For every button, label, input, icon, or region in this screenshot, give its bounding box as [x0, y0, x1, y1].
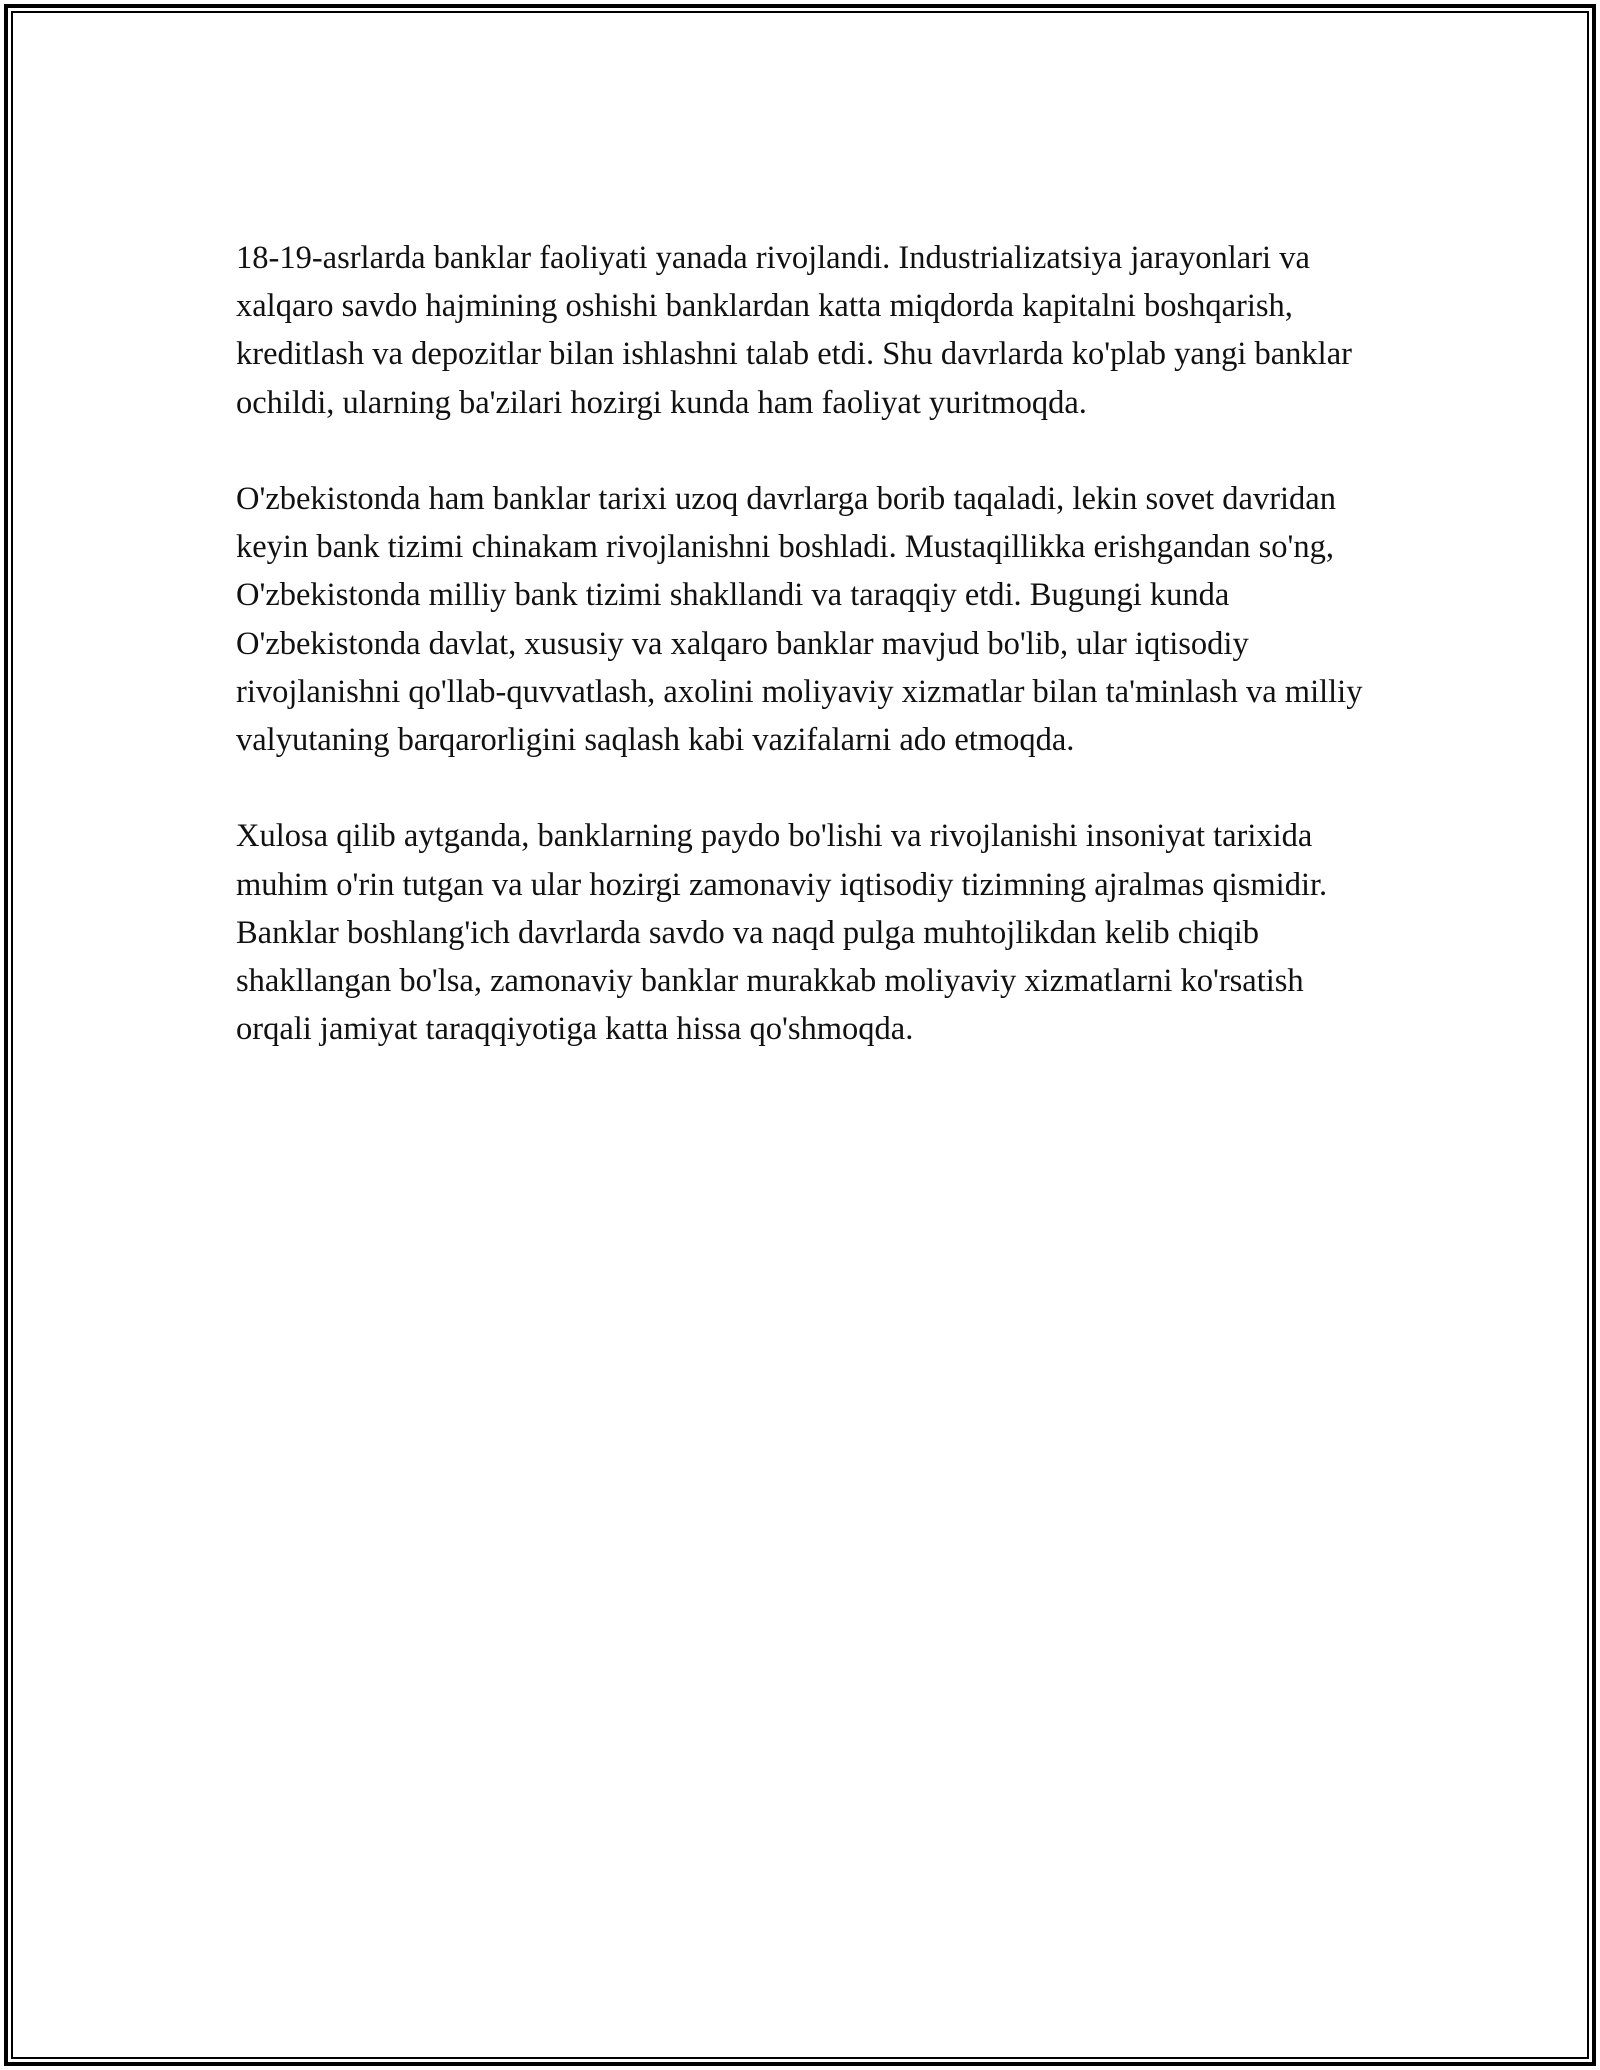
paragraph-3: Xulosa qilib aytganda, banklarning paydo bo'lishi va rivojlanishi insoniyat tarixida muhim o'rin tutgan va ular hozirgi zamonaviy iqtisodiy tizimning ajralmas qismidir. Banklar boshlang'ich davrlarda savdo va naqd pulga muhtojlikdan kelib chiqib shakllangan bo'lsa, zamonaviy banklar murakkab moliyaviy xizmatlarni ko'rsatish orqali jamiyat taraqqiyotiga katta hissa qo'shmoqda. — [236, 818, 1328, 1048]
document-body — [236, 234, 1376, 1102]
paragraph-1: 18-19-asrlarda banklar faoliyati yanada rivojlandi. Industrializatsiya jarayonlari va xalqaro savdo hajmining oshishi banklardan katta miqdorda kapitalni boshqarish, kreditlash va depozitlar bilan ishlashni talab etdi. Shu davrlarda ko'plab yangi banklar ochildi, ularning ba'zilari hozirgi kunda ham faoliyat yuritmoqda. — [236, 240, 1352, 421]
paragraph-2: O'zbekistonda ham banklar tarixi uzoq davrlarga borib taqaladi, lekin sovet davridan keyin bank tizimi chinakam rivojlanishni boshladi. Mustaqillikka erishgandan so'ng, O'zbekistonda milliy bank tizimi shakllandi va taraqqiy etdi. Bugungi kunda O'zbekistonda davlat, xususiy va xalqaro banklar mavjud bo'lib, ular iqtisodiy rivojlanishni qo'llab-quvvatlash, axolini moliyaviy xizmatlar bilan ta'minlash va milliy valyutaning barqarorligini saqlash kabi vazifalarni ado etmoqda. — [236, 481, 1363, 759]
